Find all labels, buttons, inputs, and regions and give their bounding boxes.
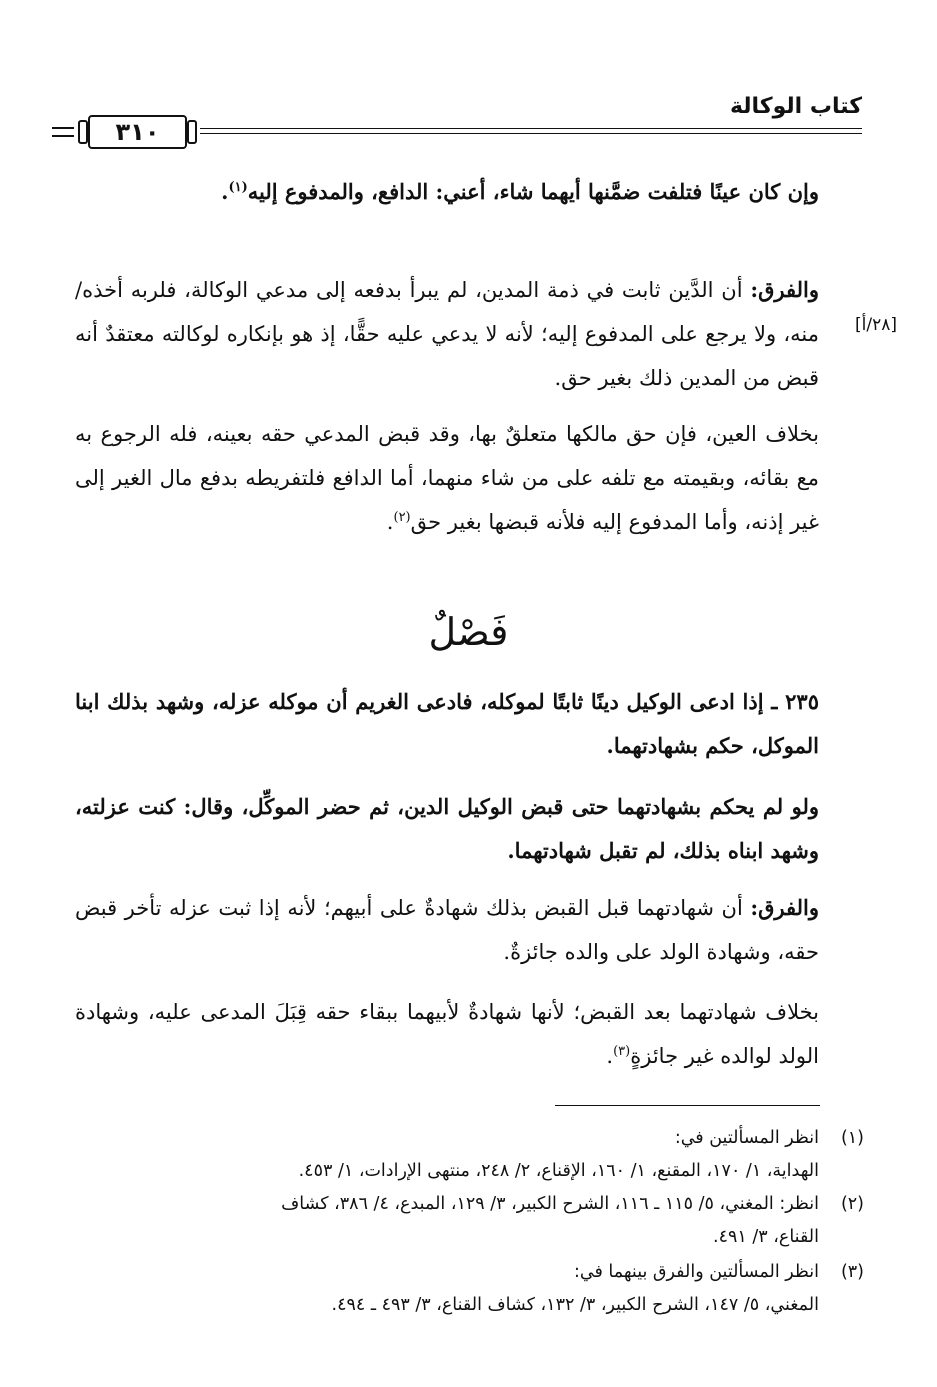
paragraph-7-text: بخلاف شهادتهما بعد القبض؛ لأنها شهادةٌ لأبيهما ببقاء حقه قِبَلَ المدعى عليه، وشهادة الولد لوالده غير جائزةٍ [75, 1000, 819, 1068]
paragraph-1: وإن كان عينًا فتلفت ضمَّنها أيهما شاء، أعني: الدافع، والمدفوع إليه$^{(١)}$. [221, 179, 819, 204]
paragraph-5 [75, 785, 819, 873]
header-ornament [52, 127, 74, 137]
paragraph-2 [75, 268, 819, 400]
running-title: كتاب الوكالة [729, 94, 862, 119]
footnote-3 [75, 1256, 864, 1322]
paragraph-4-text: ٢٣٥ ـ إذا ادعى الوكيل دينًا ثابتًا لموكله، فادعى الغريم أن موكله عزله، وشهد بذلك ابنا الموكل، حكم بشهادتهما. [75, 689, 819, 758]
footnote-3-line-2: المغني، ٥/ ١٤٧، الشرح الكبير، ٣/ ١٣٢، كشاف القناع، ٣/ ٤٩٣ ـ ٤٩٤. [331, 1295, 819, 1315]
footnote-1 [75, 1122, 864, 1188]
page-number-text: ٣١٠ [115, 118, 160, 146]
footnote-1-number: (١) [840, 1128, 864, 1148]
footnote-1-line-2: الهداية، ١/ ١٧٠، المقنع، ١/ ١٦٠، الإقناع، ٢/ ٢٤٨، منتهى الإرادات، ١/ ٤٥٣. [298, 1161, 819, 1181]
footnote-2 [75, 1188, 864, 1254]
footnote-rule [555, 1105, 820, 1106]
footnote-2-line-2: القناع، ٣/ ٤٩١. [713, 1227, 819, 1247]
difference-keyword-2: والفرق: [750, 895, 819, 920]
footnote-2-line-1: انظر: المغني، ٥/ ١١٥ ـ ١١٦، الشرح الكبير، ٣/ ١٢٩، المبدع، ٤/ ٣٨٦، كشاف [281, 1194, 819, 1214]
paragraph-3: بخلاف العين، فإن حق مالكها متعلقٌ بها، وقد قبض المدعي حقه بعينه، فله الرجوع به مع بقائه، وبقيمته مع تلفه على من شاء منهما، أما الدافع فلتفريطه بدفع مال الغير إلى غير إذنه، وأما المدفوع إليه فلأنه قبضها بغير حق$^{(٢)}$. [75, 422, 819, 534]
footnote-3-number: (٣) [840, 1262, 864, 1282]
footnote-ref-2: (٢) [393, 510, 411, 525]
footnote-ref-3: (٣) [613, 1044, 631, 1059]
margin-folio-ref: [٢٨/أ] [855, 315, 897, 335]
paragraph-7: بخلاف شهادتهما بعد القبض؛ لأنها شهادةٌ لأبيهما ببقاء حقه قِبَلَ المدعى عليه، وشهادة الولد لوالده غير جائزةٍ$^{(٣)}$. [75, 1000, 819, 1068]
paragraph-6 [75, 886, 819, 974]
footnote-2-number: (٢) [840, 1194, 864, 1214]
header-rule-2 [200, 133, 862, 134]
paragraph-3-text: بخلاف العين، فإن حق مالكها متعلقٌ بها، وقد قبض المدعي حقه بعينه، فله الرجوع به مع بقائه، وبقيمته مع تلفه على من شاء منهما، أما الدافع فلتفريطه بدفع مال الغير إلى غير إذنه، وأما المدفوع إليه فلأنه قبضها بغير حق [75, 422, 819, 534]
footnote-1-line-1: انظر المسألتين في: [674, 1128, 819, 1148]
header-rule [200, 128, 862, 129]
page-number [88, 115, 187, 149]
section-heading: فَصْلٌ [428, 610, 509, 654]
footnote-3-line-1: انظر المسألتين والفرق بينهما في: [574, 1262, 819, 1282]
footnote-ref-1: (١) [228, 180, 248, 195]
difference-keyword: والفرق: [750, 277, 819, 302]
paragraph-5-text: ولو لم يحكم بشهادتهما حتى قبض الوكيل الدين، ثم حضر الموكِّل، وقال: كنت عزلته، وشهد ابناه بذلك، لم تقبل شهادتهما. [75, 794, 819, 863]
paragraph-2-text: أن الدَّين ثابت في ذمة المدين، لم يبرأ بدفعه إلى مدعي الوكالة، فلربه أخذه/ منه، ولا يرجع على المدفوع إليه؛ لأنه لا يدعي عليه حقًّا، إذ هو بإنكاره لوكالته معتقدٌ أنه قبض من المدين ذلك بغير حق. [75, 278, 819, 390]
paragraph-6-text: أن شهادتهما قبل القبض بذلك شهادةٌ على أبيهم؛ لأنه إذا ثبت عزله تأخر قبض حقه، وشهادة الولد على والده جائزةٌ. [75, 896, 819, 964]
paragraph-4 [75, 680, 819, 768]
paragraph-1-text: وإن كان عينًا فتلفت ضمَّنها أيهما شاء، أعني: الدافع، والمدفوع إليه [247, 179, 819, 204]
